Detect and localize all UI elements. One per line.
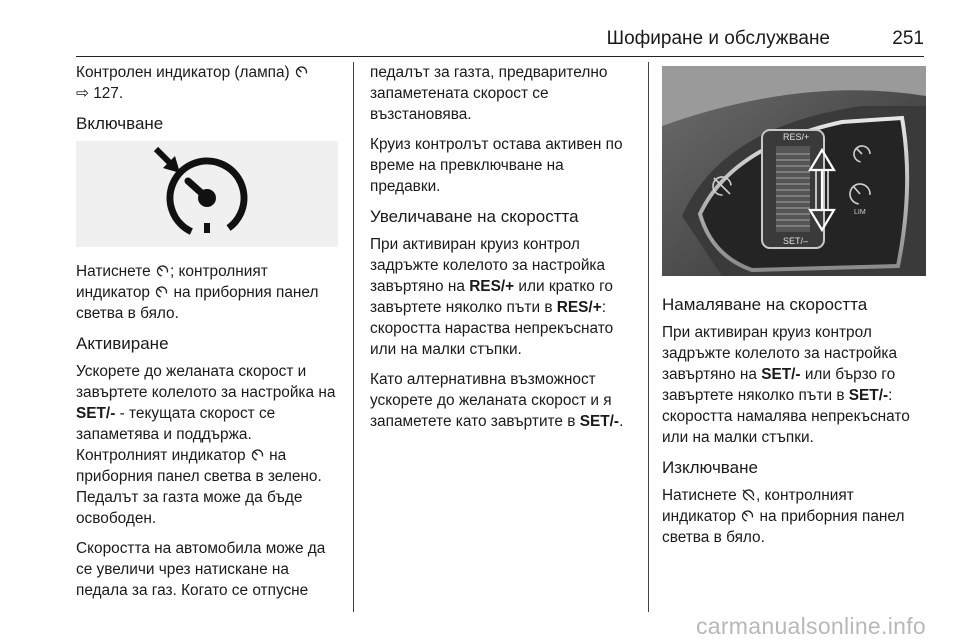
column-divider-2 (648, 62, 649, 612)
key-res-plus: RES/+ (469, 278, 515, 295)
cruise-control-icon (155, 263, 170, 277)
cruise-indicator-figure (76, 141, 338, 247)
enable-paragraph: Натиснете ; контролният индикатор на приборния панел светва в бяло. (76, 263, 319, 322)
key-res-plus: RES/+ (556, 299, 602, 316)
active-paragraph: Круиз контролът остава активен по време на превключване на предавки. (370, 136, 623, 195)
key-set-minus: SET/- (761, 366, 801, 383)
column-1 (76, 62, 342, 610)
page-reference-link[interactable]: 127. (93, 85, 124, 102)
heading-disable: Изключване (662, 458, 758, 477)
activate-paragraph: Ускорете до желаната скорост и завъртете колелото за настройка на SET/- - текущата скорост се запаметява и поддържа. Контролният индикатор на приборния панел светва в зелено. Педалът за газта може да бъде освободен. (76, 363, 336, 527)
cruise-control-icon (154, 284, 169, 298)
page-number: 251 (892, 28, 924, 49)
cruise-control-icon (740, 508, 755, 522)
speed-paragraph: Скоростта на автомобила може да се увеличи чрез натискане на педала за газ. Когато се отпусне (76, 540, 326, 599)
column-3 (662, 62, 928, 557)
photo-label-set: SET/– (783, 236, 809, 246)
steering-wheel-controls-photo (662, 66, 926, 276)
column-divider-1 (353, 62, 354, 612)
cruise-off-icon (741, 487, 756, 501)
photo-label-lim: LIM (854, 209, 866, 216)
heading-decrease: Намаляване на скоростта (662, 295, 868, 314)
page-header (0, 0, 960, 56)
increase-paragraph: При активиран круиз контрол задръжте колелото за настройка завъртяно на RES/+ или кратко го завъртете няколко пъти в RES/+: скоростта нараства непрекъснато или на малки стъпки. (370, 236, 614, 358)
heading-activate: Активиране (76, 334, 169, 353)
continued-paragraph: педалът за газта, предварително запаметената скорост се възстановява. (370, 64, 608, 123)
heading-increase: Увеличаване на скоростта (370, 207, 579, 226)
cruise-control-icon (294, 64, 309, 78)
ref-arrow-icon: ⇨ (76, 85, 89, 102)
watermark: carmanualsonline.info (695, 613, 926, 639)
intro-paragraph: Контролен индикатор (лампа) ⇨ 127. (76, 62, 342, 104)
key-set-minus: SET/- (848, 387, 889, 404)
decrease-paragraph: При активиран круиз контрол задръжте колелото за настройка завъртяно на SET/- или бързо го завъртете няколко пъти в SET/-: скоростта намалява непрекъснато или на малки стъпки. (662, 324, 910, 446)
chapter-title: Шофиране и обслужване (606, 28, 830, 49)
key-set-minus: SET/- (579, 413, 620, 430)
cruise-control-icon (250, 447, 265, 461)
heading-enable: Включване (76, 114, 164, 133)
photo-label-res: RES/+ (783, 132, 810, 142)
alternative-paragraph: Като алтернативна възможност ускорете до желаната скорост и я запаметете като завъртите в SET/-. (370, 371, 624, 430)
header-divider (76, 56, 924, 57)
disable-paragraph: Натиснете , контролният индикатор на приборния панел светва в бяло. (662, 487, 905, 546)
column-2 (370, 62, 638, 441)
key-set-minus: SET/- (76, 405, 116, 422)
cruise-control-symbol-icon (76, 141, 338, 247)
